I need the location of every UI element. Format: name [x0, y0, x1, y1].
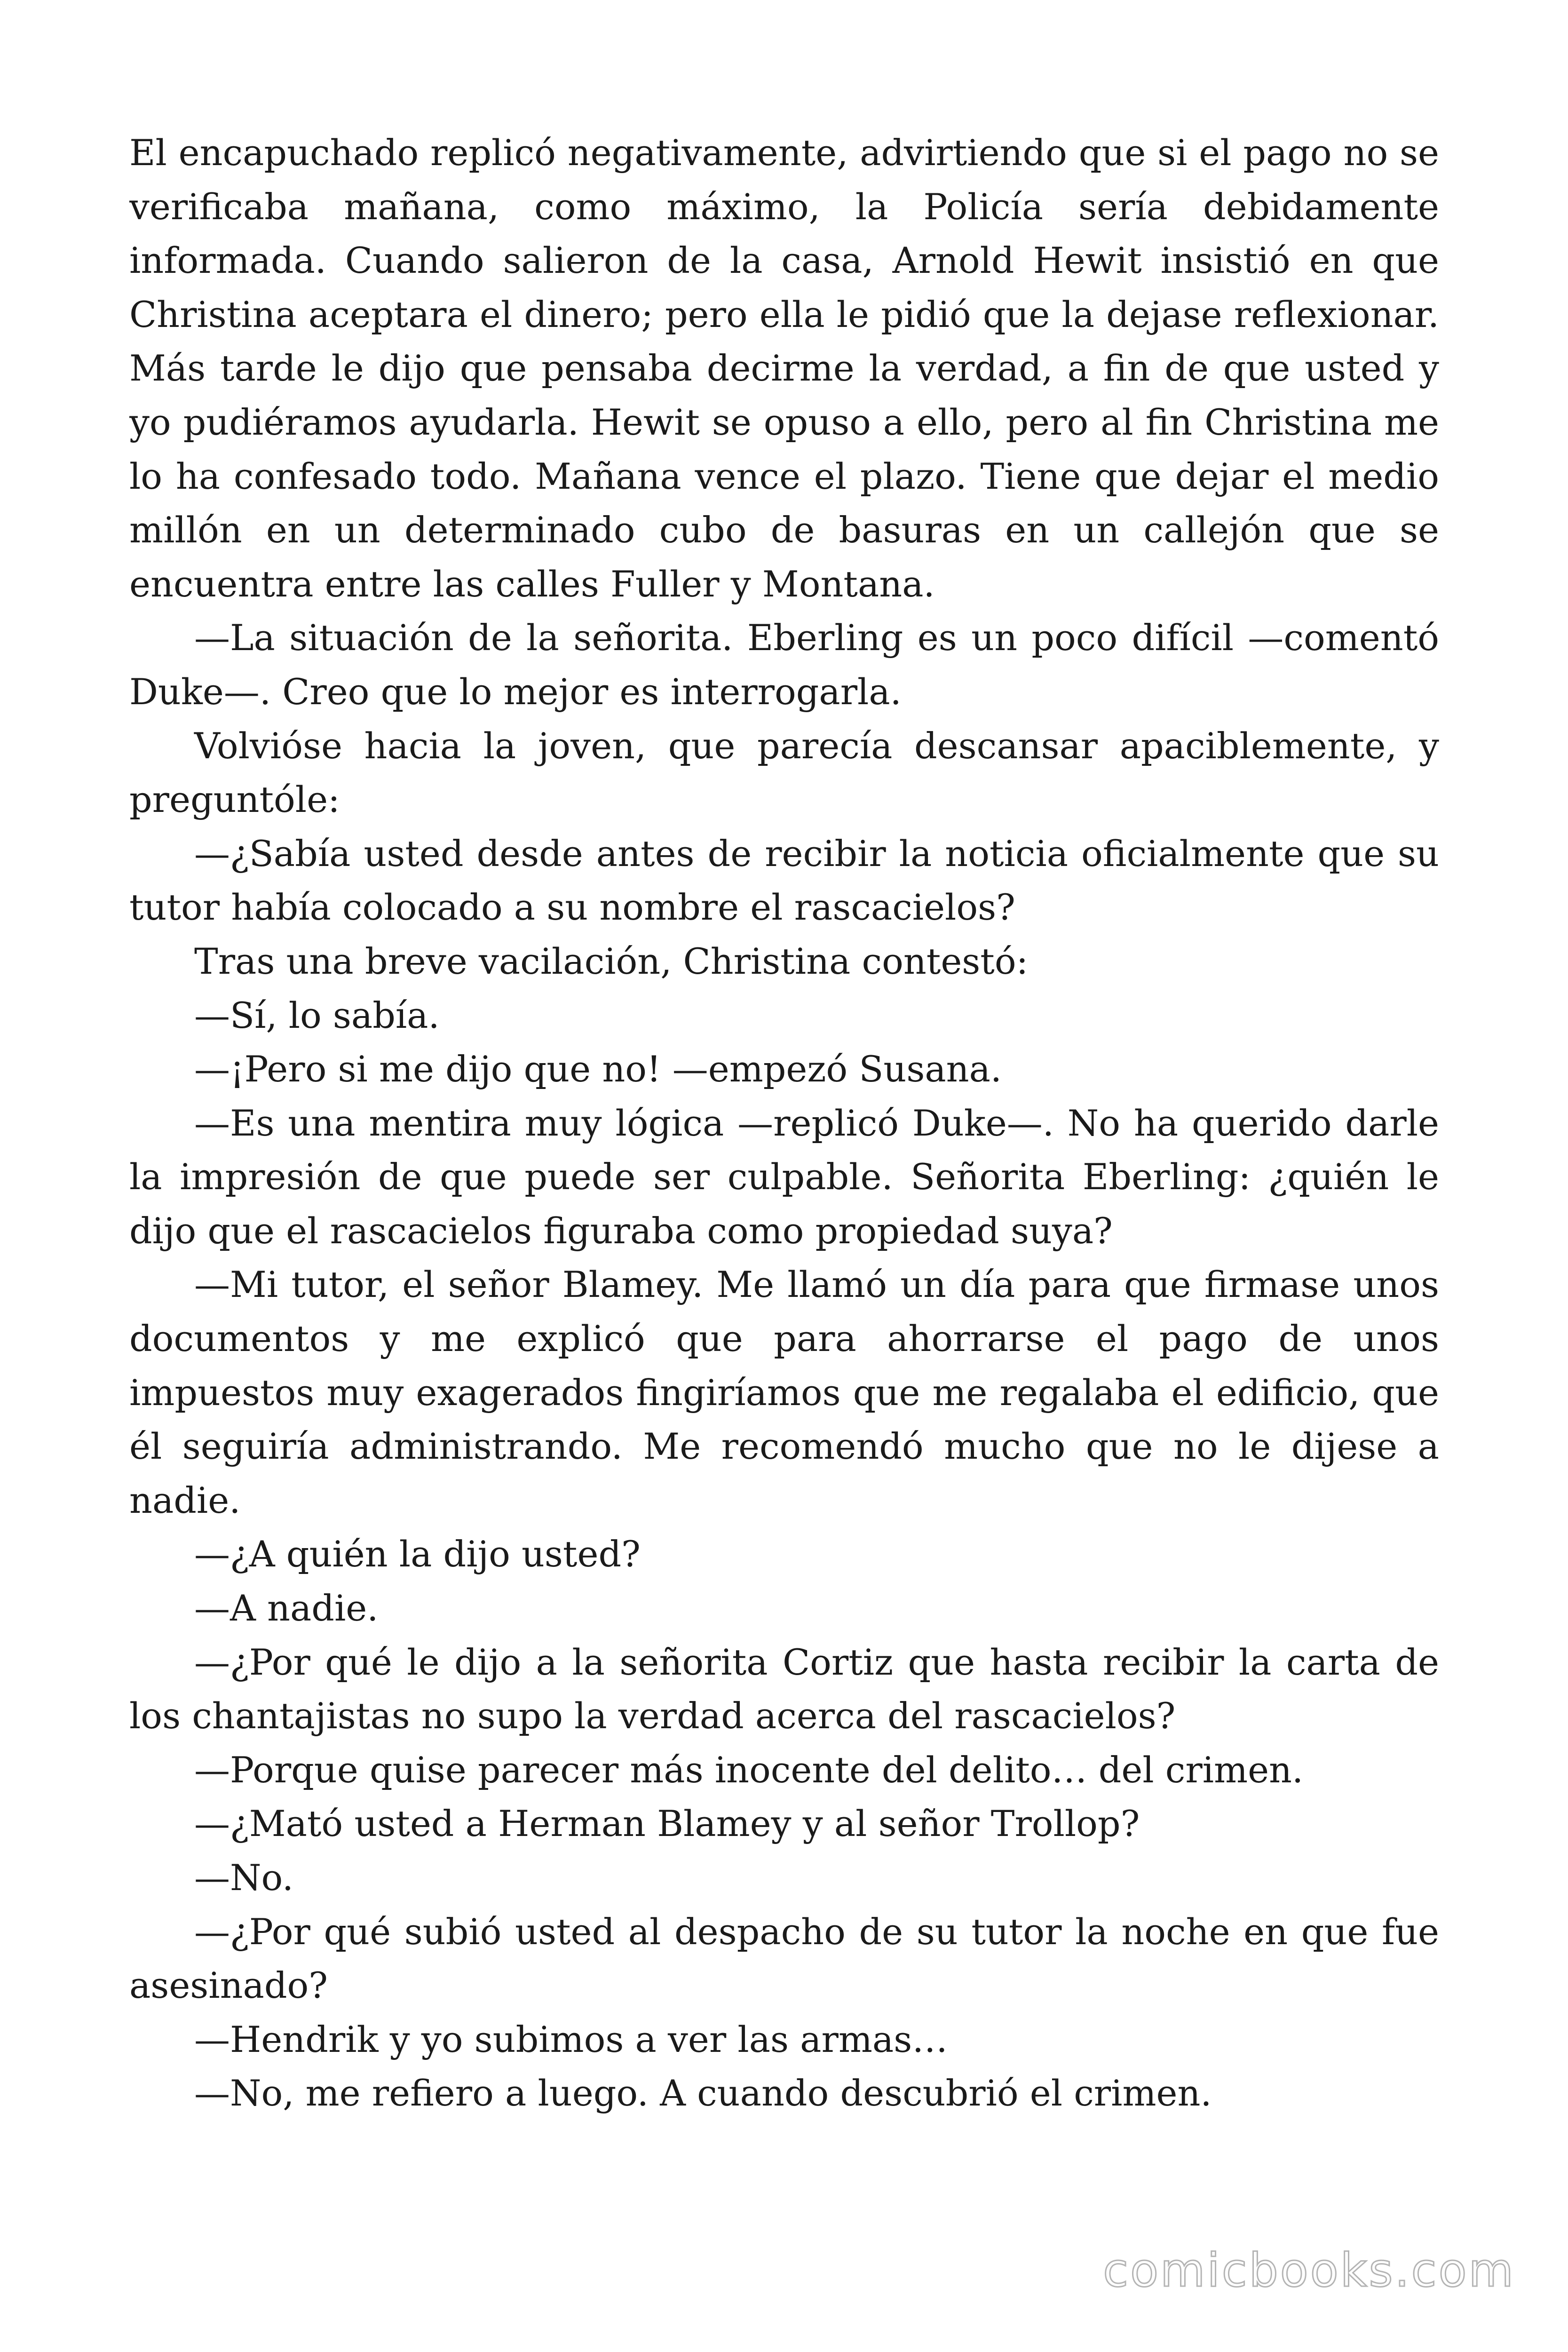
- paragraph: —A nadie.: [194, 1587, 379, 1629]
- paragraph: —No, me refiero a luego. A cuando descubrió el crimen.: [194, 2072, 1212, 2114]
- paragraph: —¿Por qué subió usted al despacho de su tutor la noche en que fue asesinado?: [129, 1910, 1439, 2007]
- paragraph: —Porque quise parecer más inocente del delito… del crimen.: [194, 1748, 1304, 1791]
- paragraph: —Es una mentira muy lógica —replicó Duke—. No ha querido darle la impresión de que puede ser culpable. Señorita Eberling: ¿quién le dijo que el rascacielos figuraba como propiedad suya?: [129, 1102, 1439, 1252]
- paragraph: —Mi tutor, el señor Blamey. Me llamó un día para que firmase unos documentos y me explicó que para ahorrarse el pago de unos impuestos muy exagerados fingiríamos que me regalaba el edificio, que él seguiría administrando. Me recomendó mucho que no le dijese a nadie.: [129, 1263, 1439, 1521]
- paragraph: El encapuchado replicó negativamente, advirtiendo que si el pago no se verificaba mañana, como máximo, la Policía sería debidamente informada. Cuando salieron de la casa, Arnold Hewit insistió en que Christina aceptara el dinero; pero ella le pidió que la dejase reflexionar. Más tarde le dijo que pensaba decirme la verdad, a fin de que usted y yo pudiéramos ayudarla. Hewit se opuso a ello, pero al fin Christina me lo ha confesado todo. Mañana vence el plazo. Tiene que dejar el medio millón en un determinado cubo de basuras en un callejón que se encuentra entre las calles Fuller y Montana.: [129, 132, 1439, 605]
- site-watermark: comicbooks.com: [1103, 2244, 1515, 2297]
- book-page-text: [129, 126, 1439, 2186]
- paragraph: —¿Sabía usted desde antes de recibir la noticia oficialmente que su tutor había colocado a su nombre el rascacielos?: [129, 832, 1439, 929]
- paragraph: Tras una breve vacilación, Christina contestó:: [194, 940, 1029, 982]
- paragraph: —¿Por qué le dijo a la señorita Cortiz que hasta recibir la carta de los chantajistas no supo la verdad acerca del rascacielos?: [129, 1641, 1439, 1737]
- paragraph: —Sí, lo sabía.: [194, 994, 440, 1036]
- paragraph: —Hendrik y yo subimos a ver las armas…: [194, 2018, 948, 2060]
- paragraph: —La situación de la señorita. Eberling es un poco difícil —comentó Duke—. Creo que lo mejor es interrogarla.: [129, 617, 1439, 713]
- paragraph: Volvióse hacia la joven, que parecía descansar apaciblemente, y preguntóle:: [129, 724, 1439, 821]
- paragraph: —¿Mató usted a Herman Blamey y al señor Trollop?: [194, 1803, 1140, 1845]
- paragraph: —No.: [194, 1857, 294, 1899]
- paragraph: —¡Pero si me dijo que no! —empezó Susana.: [194, 1048, 1002, 1090]
- paragraph: —¿A quién la dijo usted?: [194, 1533, 641, 1575]
